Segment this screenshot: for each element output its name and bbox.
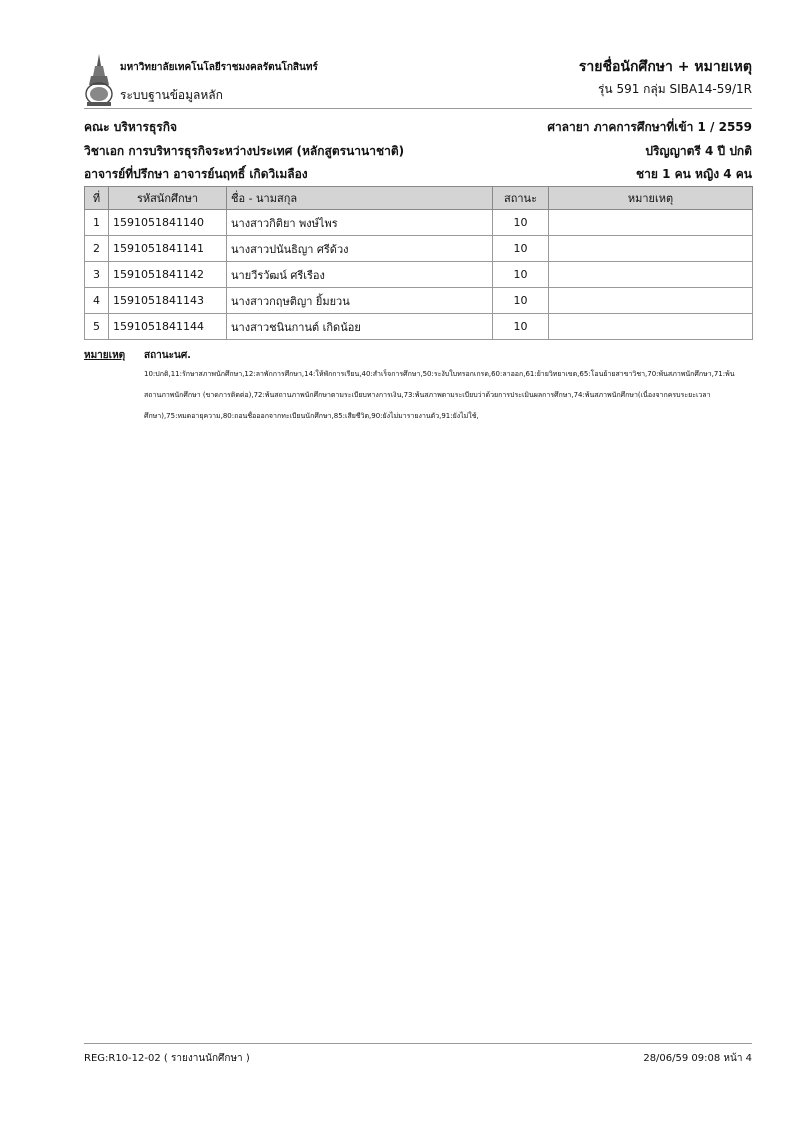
student-note [549,236,753,262]
row-number: 1 [85,210,109,236]
table-header-row [85,187,753,210]
student-name: นางสาวกฤษติญา ยิ้มยวน [227,288,493,314]
student-status: 10 [493,314,549,340]
notes-label: หมายเหตุ [84,350,126,361]
row-number: 4 [85,288,109,314]
row-number: 3 [85,262,109,288]
student-table [84,186,753,340]
student-status: 10 [493,262,549,288]
student-id: 1591051841142 [109,262,227,288]
student-status: 10 [493,236,549,262]
advisor-line: อาจารย์ที่ปรึกษา อาจารย์นฤทธิ์ เกิดวิเมลือง [84,167,308,181]
faculty-line: คณะ บริหารธุรกิจ [84,120,178,134]
table-row [85,210,753,236]
table-row [85,262,753,288]
notes-heading: สถานะนศ. [144,350,191,361]
student-name: นางสาวปนันธิญา ศรีด้วง [227,236,493,262]
report-code: REG:R10-12-02 ( รายงานนักศึกษา ) [84,1053,250,1064]
system-name: ระบบฐานข้อมูลหลัก [120,88,223,102]
table-row [85,236,753,262]
student-id: 1591051841144 [109,314,227,340]
row-number: 2 [85,236,109,262]
table-row [85,314,753,340]
student-id: 1591051841141 [109,236,227,262]
col-header-no: ที่ [85,187,109,210]
footer-divider [84,1043,752,1044]
student-name: นางสาวกิติยา พงษ์ไพร [227,210,493,236]
student-note [549,314,753,340]
col-header-note: หมายเหตุ [549,187,753,210]
student-id: 1591051841143 [109,288,227,314]
row-number: 5 [85,314,109,340]
major-line: วิชาเอก การบริหารธุรกิจระหว่างประเทศ (หลักสูตรนานาชาติ) [84,144,405,158]
degree-line: ปริญญาตรี 4 ปี ปกติ [645,144,752,158]
gender-count-line: ชาย 1 คน หญิง 4 คน [636,167,752,181]
student-name: นายวีรวัฒน์ ศรีเรือง [227,262,493,288]
header-divider [84,108,752,109]
table-row [85,288,753,314]
status-code-legend: 10:ปกติ,11:รักษาสภาพนักศึกษา,12:ลาพักการศึกษา,14:ให้พักการเรียน,40:สำเร็จการศึกษา,50:ระงับใบทรอกเกรด,60:ลาออก,61:ย้ายวิทยาเขต,65:โอนย้ายสาขาวิชา,70:พ้นสภาพนักศึกษา,71:พ้นสถานภาพนักศึกษา (ขาดการติดต่อ),72:พ้นสถานภาพนักศึกษาตามระเบียบทางการเงิน,73:พ้นสภาพตามระเบียบว่าด้วยการประเมินผลการศึกษา,74:พ้นสภาพนักศึกษา(เนื่องจากครบระยะเวลาศึกษา),75:หมดอายุความ,80:ถอนชื่อออกจากทะเบียนนักศึกษา,85:เสียชีวิต,90:ยังไม่มารายงานตัว,91:ยังไม่ใช้, [144,370,735,420]
campus-semester-line: ศาลายา ภาคการศึกษาที่เข้า 1 / 2559 [547,120,752,134]
report-subtitle: รุ่น 591 กลุ่ม SIBA14-59/1R [597,82,752,96]
print-date-page: 28/06/59 09:08 หน้า 4 [643,1053,752,1064]
student-name: นางสาวชนินกานต์ เกิดน้อย [227,314,493,340]
col-header-id: รหัสนักศึกษา [109,187,227,210]
report-title: รายชื่อนักศึกษา + หมายเหตุ [578,59,752,75]
student-note [549,262,753,288]
student-id: 1591051841140 [109,210,227,236]
student-status: 10 [493,210,549,236]
col-header-status: สถานะ [493,187,549,210]
university-logo [84,52,114,108]
col-header-name: ชื่อ - นามสกุล [227,187,493,210]
university-name: มหาวิทยาลัยเทคโนโลยีราชมงคลรัตนโกสินทร์ [120,62,318,73]
student-note [549,288,753,314]
student-status: 10 [493,288,549,314]
student-note [549,210,753,236]
